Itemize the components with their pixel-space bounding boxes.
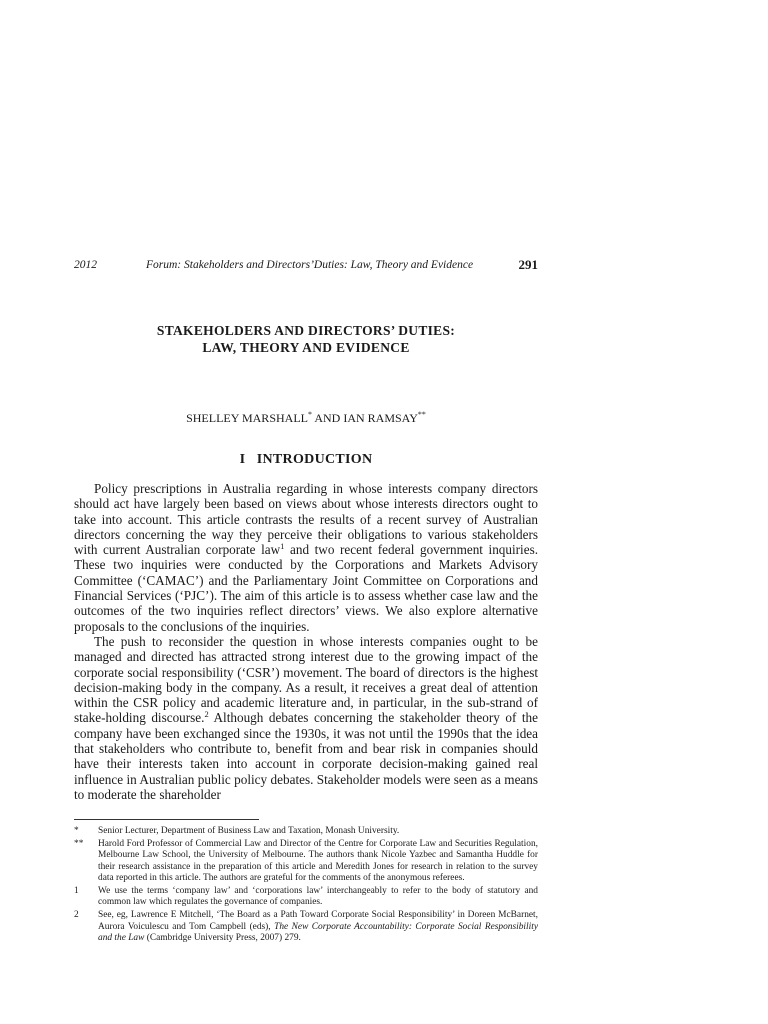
paragraph-2 (74, 634, 538, 802)
footnotes (74, 826, 538, 946)
body-text (74, 481, 538, 802)
footnote-text: Harold Ford Professor of Commercial Law and Director of the Centre for Corporate Law and Securities Regulation, Melbourne Law School, the University of Melbourne. The authors thank Nicole Yazbec and Samantha Huddle for their research assistance in the preparation of this article and Meredith Jones for research in relation to the survey data reported in this article. The authors are grateful for the comments of the anonymous referees. (98, 839, 538, 883)
footnote-text: We use the terms ‘company law’ and ‘corporations law’ interchangeably to refer to the body of statutory and common law which regulates the governance of companies. (98, 886, 538, 908)
footnote-item (74, 839, 538, 884)
footnote-divider (74, 819, 259, 820)
running-head (74, 257, 538, 275)
footnote-text-part: (Cambridge University Press, 2007) 279. (144, 932, 301, 943)
running-head-title: Forum: Stakeholders and Directors’Duties: Law, Theory and Evidence (146, 259, 474, 271)
running-head-year: 2012 (74, 259, 97, 271)
footnote-item (74, 886, 538, 908)
author-name-1: SHELLEY MARSHALL (186, 411, 308, 425)
footnote-book-title: The New Corporate Accountability: Corporate Social Responsibility and the Law (98, 921, 538, 943)
footnote-mark: 2 (74, 910, 79, 921)
author-line (74, 410, 538, 426)
paragraph-1-text-b: and two recent federal government inquiries. These two inquiries were conducted by the Corporations and Markets Advisory Committee (‘CAMAC’) and the Parliamentary Joint Committee on Corporations and Financial Services (‘PJC’). The aim of this article is to assess whether case law and the outcomes of the two inquiries reflect directors’ views. We also explore alternative proposals to the conclusions of the inquiries. (74, 542, 538, 634)
footnote-mark: 1 (74, 886, 79, 897)
section-heading: I INTRODUCTION (239, 452, 373, 467)
author-footnote-mark-2: ** (417, 410, 426, 419)
paragraph-2-text-b: Although debates concerning the stakeholder theory of the company have been exchanged since the 1930s, it was not until the 1990s that the idea that stakeholders who contribute to, benefit from and bear risk in companies should have their interests taken into account in corporate decision-making gained real influence in Australian public policy debates. Stakeholder models were seen as a means to moderate the shareholder (74, 710, 539, 802)
author-name-2: AND IAN RAMSAY (311, 411, 418, 425)
footnote-text: Senior Lecturer, Department of Business Law and Taxation, Monash University. (98, 826, 400, 836)
footnote-item (74, 826, 538, 837)
footnote-text-part: See, eg, Lawrence E Mitchell, ‘The Board as a Path Toward Corporate Social Responsibility’ in Doreen McBarnet, Aurora Voiculescu and Tom Campbell (eds), (98, 910, 538, 932)
footnote-ref-1: 1 (280, 541, 285, 552)
footnote-mark: * (74, 826, 79, 836)
footnote-mark: ** (74, 839, 84, 850)
article-title-line-2: LAW, THEORY AND EVIDENCE (202, 340, 410, 355)
footnote-item (74, 910, 538, 944)
footnote-ref-2: 2 (204, 709, 209, 720)
paragraph-1-text-a: Policy prescriptions in Australia regarding in whose interests company directors should act have largely been based on views about whose interests directors ought to take into account. This article contrasts the results of a recent survey of Australian directors concerning the way they perceive their obligations to various stakeholders with current Australian corporate law (74, 481, 538, 558)
author-footnote-mark-1: * (307, 410, 312, 419)
article-title (74, 322, 538, 356)
paragraph-2-text-a: The push to reconsider the question in whose interests companies ought to be managed and directed has attracted strong interest due to the growing impact of the corporate social responsibility (‘CSR’) movement. The board of directors is the highest decision-making body in the company. As a result, it receives a great deal of attention within the CSR policy and academic literature and, in particular, in the sub-strand of stake-holding discourse. (74, 633, 538, 726)
paragraph-1 (74, 481, 538, 634)
page-number: 291 (518, 257, 538, 272)
footnote-text (98, 910, 538, 944)
article-title-line-1: STAKEHOLDERS AND DIRECTORS’ DUTIES: (156, 323, 456, 338)
